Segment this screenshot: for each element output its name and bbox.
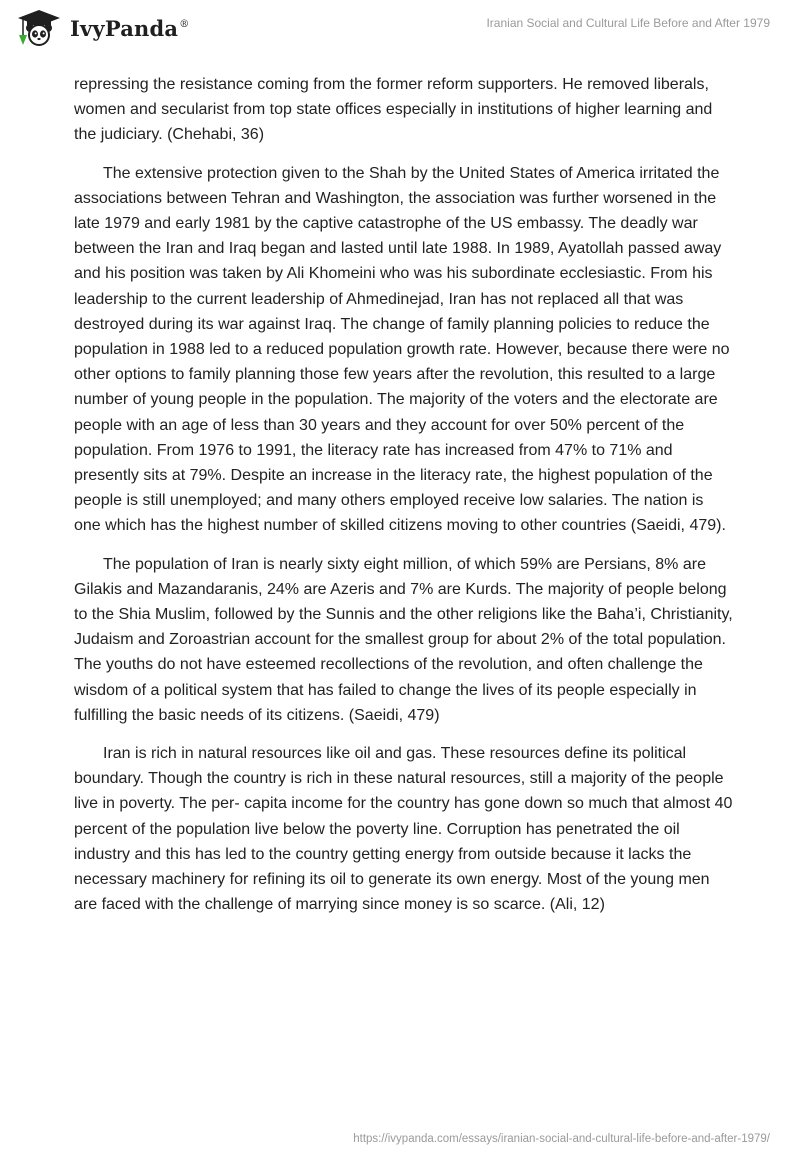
paragraph: The extensive protection given to the Shah by the United States of America irritated the associations between Tehran and Washington, the association was further worsened in the late 1979 and early 1981 by the captive catastrophe of the US embassy. The deadly war between the Iran and Iraq began and lasted until late 1988. In 1989, Ayatollah passed away and his position was taken by Ali Khomeini who was his subordinate ecclesiastic. From his leadership to the current leadership of Ahmedinejad, Iran has not replaced all that was destroyed during its war against Iraq. The change of family planning policies to reduce the population in 1988 led to a reduced population growth rate. However, because there were no other options to family planning those few years after the revolution, this resulted to a large number of young people in the population. The majority of the voters and the electorate are people with an age of less than 30 years and they account for over 50% percent of the population. From 1976 to 1991, the literacy rate has increased from 47% to 71% and presently sits at 79%. Despite an increase in the literacy rate, the highest population of the people is still unemployed; and many others employed receive low salaries. The nation is one which has the highest number of skilled citizens moving to other countries (Saeidi, 479).: [74, 164, 730, 535]
essay-body: [74, 72, 734, 931]
registered-mark: ®: [179, 18, 190, 30]
paragraph: repressing the resistance coming from the former reform supporters. He removed liberals, women and secularist from top state offices especially in institutions of higher learning and the judiciary. (Chehabi, 36): [74, 76, 713, 144]
paragraph: The population of Iran is nearly sixty eight million, of which 59% are Persians, 8% are Gilakis and Mazandaranis, 24% are Azeris and 7% are Kurds. The majority of people belong to the Shia Muslim, followed by the Sunnis and the other religions like the Baha’i, Christianity, Judaism and Zoroastrian account for the smallest group for about 2% of the total population. The youths do not have esteemed recollections of the revolution, and often challenge the wisdom of a political system that has failed to change the lives of its people especially in fulfilling the basic needs of its citizens. (Saeidi, 479): [74, 555, 733, 724]
page-header: [0, 0, 800, 64]
source-url[interactable]: https://ivypanda.com/essays/iranian-social-and-cultural-life-before-and-after-1979/: [353, 1133, 770, 1145]
brand-name: IvyPanda®: [70, 15, 190, 41]
paragraph: Iran is rich in natural resources like oil and gas. These resources define its political boundary. Though the country is rich in these natural resources, still a majority of the people live in poverty. The per- capita income for the country has gone down so much that almost 40 percent of the population live below the poverty line. Corruption has penetrated the oil industry and this has led to the country getting energy from outside because it lacks the necessary machinery for refining its oil to generate its own energy. Most of the young men are faced with the challenge of marrying since money is so scarce. (Ali, 12): [74, 745, 733, 914]
ivypanda-logo[interactable]: [14, 8, 189, 48]
panda-graduation-cap-icon: [14, 8, 64, 48]
document-title: Iranian Social and Cultural Life Before and After 1979: [486, 16, 770, 30]
